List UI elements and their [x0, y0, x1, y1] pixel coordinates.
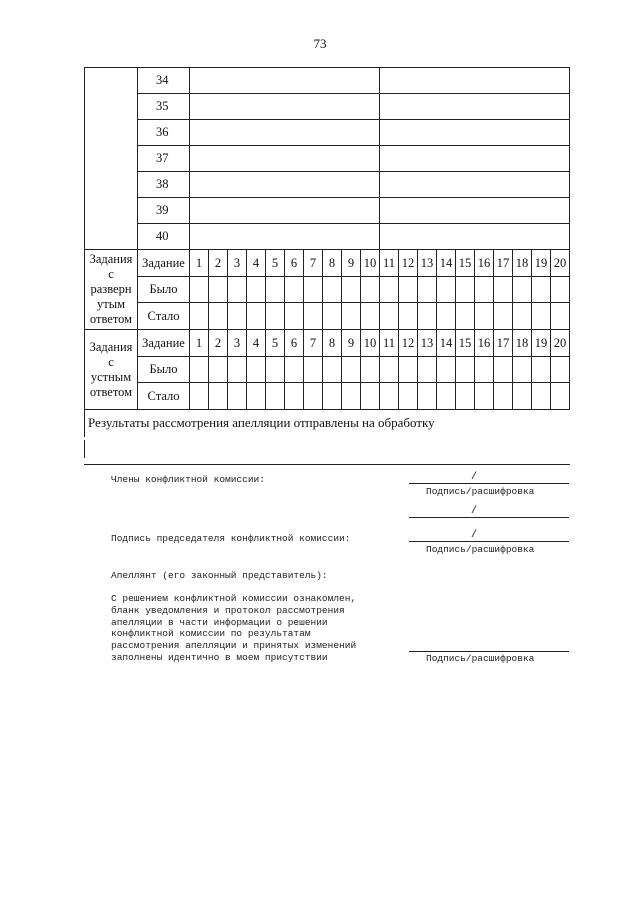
score-cell[interactable]: [475, 277, 494, 303]
task-was-cell[interactable]: [190, 120, 380, 146]
signature-caption: Подпись/расшифровка: [426, 486, 535, 497]
score-cell[interactable]: [228, 277, 247, 303]
task-number-cell: 38: [138, 172, 190, 198]
group-label-line: утым: [96, 297, 126, 311]
task-became-cell[interactable]: [380, 120, 570, 146]
score-cell[interactable]: [304, 383, 323, 410]
score-cell[interactable]: [551, 383, 570, 410]
extended-was-label: Было: [138, 277, 190, 303]
task-index-cell: 20: [551, 250, 570, 277]
task-index-cell: 16: [475, 330, 494, 357]
group-label-line: разверн: [90, 282, 132, 296]
score-cell[interactable]: [266, 277, 285, 303]
group-label-line: с: [108, 267, 114, 281]
extended-was-row: [85, 277, 570, 303]
score-cell[interactable]: [323, 303, 342, 330]
task-index-cell: 13: [418, 330, 437, 357]
task-row: [85, 94, 570, 120]
task-was-cell[interactable]: [190, 68, 380, 94]
task-number-cell: 35: [138, 94, 190, 120]
task-index-cell: 2: [209, 250, 228, 277]
score-cell[interactable]: [380, 277, 399, 303]
oral-was-row: [85, 357, 570, 383]
task-index-cell: 16: [475, 250, 494, 277]
task-index-cell: 13: [418, 250, 437, 277]
signature-caption: Подпись/расшифровка: [426, 653, 535, 664]
score-cell[interactable]: [209, 303, 228, 330]
score-cell[interactable]: [190, 357, 209, 383]
score-cell[interactable]: [342, 357, 361, 383]
score-cell[interactable]: [228, 303, 247, 330]
slash: /: [471, 472, 478, 483]
score-cell[interactable]: [437, 303, 456, 330]
group-label-line: ответом: [89, 384, 133, 399]
score-cell[interactable]: [190, 303, 209, 330]
task-index-cell: 1: [190, 330, 209, 357]
task-index-cell: 15: [456, 250, 475, 277]
task-became-cell[interactable]: [380, 146, 570, 172]
task-index-cell: 4: [247, 330, 266, 357]
oral-became-label: Стало: [138, 383, 190, 410]
score-cell[interactable]: [304, 303, 323, 330]
score-cell[interactable]: [323, 277, 342, 303]
appellant-statement-line: апелляции в части информации о решении: [111, 616, 328, 628]
appellant-statement: [111, 593, 356, 664]
score-cell[interactable]: [399, 357, 418, 383]
score-cell[interactable]: [342, 383, 361, 410]
score-cell[interactable]: [437, 277, 456, 303]
group-label-line: Задания: [89, 252, 133, 266]
score-cell[interactable]: [551, 357, 570, 383]
score-cell[interactable]: [380, 357, 399, 383]
task-index-cell: 6: [285, 250, 304, 277]
appellant-statement-line: бланк уведомления и протокол рассмотрения: [111, 604, 345, 616]
task-index-cell: 5: [266, 250, 285, 277]
appellant-signature-line[interactable]: [409, 651, 569, 652]
score-cell[interactable]: [361, 277, 380, 303]
task-was-cell[interactable]: [190, 94, 380, 120]
score-cell[interactable]: [437, 383, 456, 410]
score-cell[interactable]: [475, 357, 494, 383]
score-cell[interactable]: [190, 277, 209, 303]
score-cell[interactable]: [399, 277, 418, 303]
score-cell[interactable]: [228, 357, 247, 383]
task-became-cell[interactable]: [380, 94, 570, 120]
table-left-stub: [84, 440, 85, 458]
task-group-blank-cell: [85, 68, 138, 250]
appellant-label: Апеллянт (его законный представитель):: [111, 570, 328, 581]
score-cell[interactable]: [475, 303, 494, 330]
score-cell[interactable]: [418, 277, 437, 303]
task-was-cell[interactable]: [190, 172, 380, 198]
task-number-cell: 39: [138, 198, 190, 224]
task-index-cell: 9: [342, 250, 361, 277]
task-was-cell[interactable]: [190, 146, 380, 172]
oral-group-label: [85, 330, 138, 410]
score-cell[interactable]: [323, 357, 342, 383]
score-cell[interactable]: [456, 303, 475, 330]
score-cell[interactable]: [209, 277, 228, 303]
score-cell[interactable]: [323, 383, 342, 410]
score-cell[interactable]: [532, 383, 551, 410]
score-cell[interactable]: [437, 357, 456, 383]
oral-was-label: Было: [138, 357, 190, 383]
oral-became-row: [85, 383, 570, 410]
score-cell[interactable]: [285, 357, 304, 383]
oral-header-row: [85, 330, 570, 357]
task-index-cell: 6: [285, 330, 304, 357]
task-row: [85, 224, 570, 250]
task-index-cell: 18: [513, 250, 532, 277]
task-index-cell: 11: [380, 330, 399, 357]
score-cell[interactable]: [532, 357, 551, 383]
task-index-cell: 3: [228, 330, 247, 357]
task-index-cell: 15: [456, 330, 475, 357]
score-cell[interactable]: [399, 383, 418, 410]
score-cell[interactable]: [456, 357, 475, 383]
score-cell[interactable]: [494, 383, 513, 410]
task-index-cell: 8: [323, 250, 342, 277]
task-index-cell: 18: [513, 330, 532, 357]
task-index-cell: 8: [323, 330, 342, 357]
task-row: [85, 68, 570, 94]
chair-signature-line[interactable]: [409, 541, 569, 542]
task-index-cell: 14: [437, 250, 456, 277]
task-number-cell: 34: [138, 68, 190, 94]
score-cell[interactable]: [380, 303, 399, 330]
task-number-cell: 36: [138, 120, 190, 146]
group-label-line: устным: [90, 369, 132, 384]
slash: /: [471, 530, 478, 541]
score-cell[interactable]: [266, 383, 285, 410]
results-row: [85, 410, 570, 437]
task-index-cell: 20: [551, 330, 570, 357]
score-cell[interactable]: [190, 383, 209, 410]
task-index-cell: 17: [494, 250, 513, 277]
task-became-cell[interactable]: [380, 68, 570, 94]
extended-task-header: Задание: [138, 250, 190, 277]
score-cell[interactable]: [513, 277, 532, 303]
extended-became-row: [85, 303, 570, 330]
task-number-cell: 40: [138, 224, 190, 250]
task-row: [85, 120, 570, 146]
task-became-cell[interactable]: [380, 224, 570, 250]
score-cell[interactable]: [285, 383, 304, 410]
score-cell[interactable]: [494, 357, 513, 383]
separator-line: [84, 464, 570, 465]
score-cell[interactable]: [532, 277, 551, 303]
task-index-cell: 9: [342, 330, 361, 357]
score-cell[interactable]: [456, 383, 475, 410]
score-cell[interactable]: [285, 277, 304, 303]
page-number: 73: [313, 36, 327, 51]
score-cell[interactable]: [304, 357, 323, 383]
task-index-cell: 7: [304, 330, 323, 357]
score-cell[interactable]: [513, 357, 532, 383]
task-was-cell[interactable]: [190, 224, 380, 250]
task-index-cell: 3: [228, 250, 247, 277]
task-became-cell[interactable]: [380, 172, 570, 198]
task-index-cell: 17: [494, 330, 513, 357]
score-cell[interactable]: [285, 303, 304, 330]
score-cell[interactable]: [513, 383, 532, 410]
score-cell[interactable]: [247, 277, 266, 303]
extended-header-row: [85, 250, 570, 277]
score-cell[interactable]: [513, 303, 532, 330]
members-signature-line-1[interactable]: [409, 483, 569, 484]
score-cell[interactable]: [418, 303, 437, 330]
task-index-cell: 1: [190, 250, 209, 277]
score-cell[interactable]: [342, 303, 361, 330]
group-label-line: с: [108, 354, 114, 369]
task-row: [85, 172, 570, 198]
score-cell[interactable]: [418, 357, 437, 383]
score-cell[interactable]: [418, 383, 437, 410]
task-became-cell[interactable]: [380, 198, 570, 224]
score-cell[interactable]: [209, 383, 228, 410]
appeal-protocol-table: [84, 67, 570, 437]
score-cell[interactable]: [209, 357, 228, 383]
task-index-cell: 12: [399, 330, 418, 357]
task-index-cell: 19: [532, 250, 551, 277]
appellant-statement-line: рассмотрения апелляции и принятых изменений: [111, 640, 357, 652]
score-cell[interactable]: [456, 277, 475, 303]
score-cell[interactable]: [475, 383, 494, 410]
score-cell[interactable]: [380, 383, 399, 410]
extended-group-label: [85, 250, 138, 330]
score-cell[interactable]: [399, 303, 418, 330]
appellant-statement-line: конфликтной комиссии по результатам: [111, 628, 311, 640]
task-number-cell: 37: [138, 146, 190, 172]
score-cell[interactable]: [247, 357, 266, 383]
signature-caption: Подпись/расшифровка: [426, 544, 535, 555]
score-cell[interactable]: [361, 383, 380, 410]
task-index-cell: 4: [247, 250, 266, 277]
score-cell[interactable]: [228, 383, 247, 410]
score-cell[interactable]: [361, 357, 380, 383]
members-signature-line-2[interactable]: [409, 517, 569, 518]
results-text: Результаты рассмотрения апелляции отправлены на обработку: [85, 410, 570, 437]
score-cell[interactable]: [247, 303, 266, 330]
task-index-cell: 2: [209, 330, 228, 357]
members-label: Члены конфликтной комиссии:: [111, 474, 265, 485]
task-index-cell: 7: [304, 250, 323, 277]
group-label-line: ответом: [89, 312, 133, 326]
task-index-cell: 19: [532, 330, 551, 357]
appellant-statement-line: заполнены идентично в моем присутствии: [111, 651, 328, 663]
extended-became-label: Стало: [138, 303, 190, 330]
task-index-cell: 10: [361, 330, 380, 357]
task-index-cell: 12: [399, 250, 418, 277]
score-cell[interactable]: [266, 357, 285, 383]
appellant-statement-line: С решением конфликтной комиссии ознакомлен,: [111, 593, 357, 604]
task-row: [85, 198, 570, 224]
score-cell[interactable]: [551, 303, 570, 330]
task-row: [85, 146, 570, 172]
score-cell[interactable]: [361, 303, 380, 330]
score-cell[interactable]: [266, 303, 285, 330]
score-cell[interactable]: [494, 303, 513, 330]
score-cell[interactable]: [247, 383, 266, 410]
task-was-cell[interactable]: [190, 198, 380, 224]
score-cell[interactable]: [551, 277, 570, 303]
task-index-cell: 14: [437, 330, 456, 357]
score-cell[interactable]: [304, 277, 323, 303]
task-index-cell: 10: [361, 250, 380, 277]
score-cell[interactable]: [494, 277, 513, 303]
score-cell[interactable]: [532, 303, 551, 330]
oral-task-header: Задание: [138, 330, 190, 357]
task-index-cell: 11: [380, 250, 399, 277]
score-cell[interactable]: [342, 277, 361, 303]
chair-label: Подпись председателя конфликтной комиссии:: [111, 533, 351, 544]
slash: /: [471, 506, 478, 517]
task-index-cell: 5: [266, 330, 285, 357]
group-label-line: Задания: [89, 339, 133, 354]
